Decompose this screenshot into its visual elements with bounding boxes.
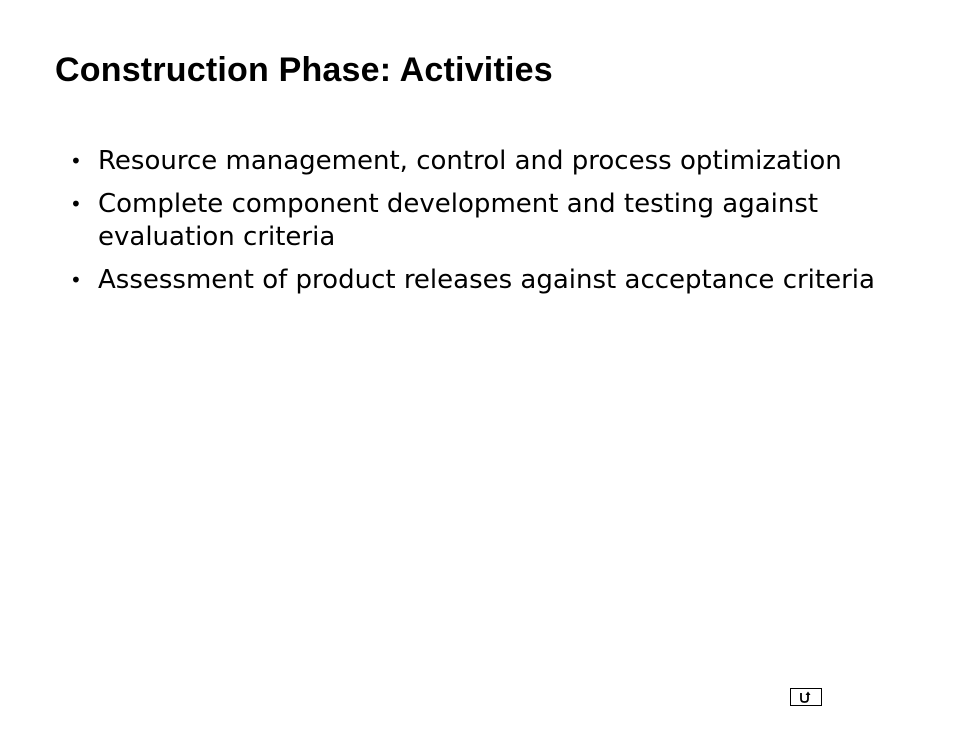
bullet-item	[70, 145, 890, 178]
bullet-marker: •	[70, 268, 82, 292]
bullet-list	[70, 145, 890, 307]
bullet-item	[70, 188, 890, 254]
bullet-marker: •	[70, 192, 82, 216]
bullet-text: Assessment of product releases against acceptance criteria	[98, 265, 875, 295]
return-nav-button[interactable]	[790, 688, 822, 706]
bullet-text: Complete component development and testing against evaluation criteria	[98, 189, 819, 252]
bullet-text: Resource management, control and process optimization	[98, 146, 842, 176]
bullet-item	[70, 264, 890, 297]
u-turn-return-icon	[798, 690, 814, 704]
slide-title: Construction Phase: Activities	[55, 51, 553, 89]
bullet-marker: •	[70, 149, 82, 173]
